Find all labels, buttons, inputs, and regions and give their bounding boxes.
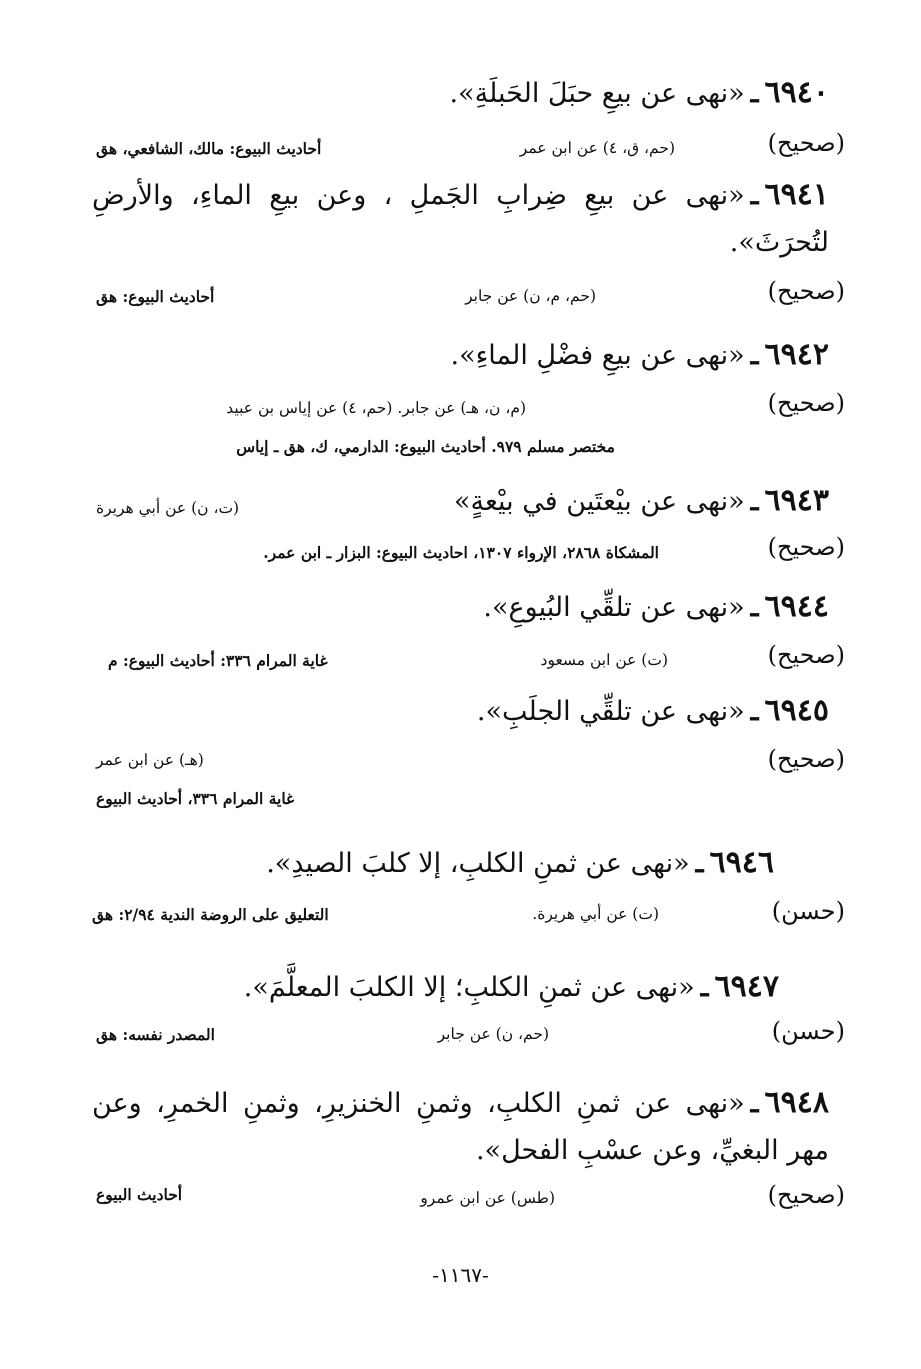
reference-note: مختصر مسلم ٩٧٩. أحاديث البيوع: الدارمي، ك، هق ـ إياس <box>236 437 615 456</box>
source-attribution: (طس) عن ابن عمرو <box>420 1189 555 1207</box>
reference-note: غاية المرام ٣٣٦: أحاديث البيوع: م <box>108 651 328 670</box>
hadith-6947-line-1: ٦٩٤٧ـ«نهى عن ثمنِ الكلبِ؛ إلا الكلبَ المعلَّمَ». <box>243 969 779 1004</box>
hadith-number: ٦٩٤٢ <box>764 337 829 372</box>
reference-note: التعليق على الروضة الندية ٢/٩٤: هق <box>92 905 329 924</box>
grade-label: (صحيح) <box>767 277 845 305</box>
hadith-6944-line-1: ٦٩٤٤ـ«نهى عن تلقِّي البُيوعِ». <box>483 589 829 624</box>
reference-note: المشكاة ٢٨٦٨، الإرواء ١٣٠٧، احاديث البيوع: البزار ـ ابن عمر. <box>263 543 659 562</box>
page-number: -١١٦٧- <box>432 1263 489 1287</box>
hadith-number: ٦٩٤٦ <box>709 845 774 880</box>
source-attribution: (م، ن، هـ) عن جابر. (حم، ٤) عن إياس بن عبيد <box>226 399 526 417</box>
hadith-6945-line-1: ٦٩٤٥ـ«نهى عن تلقِّي الجلَبِ». <box>476 693 829 728</box>
hadith-text: «نهى عن تلقِّي البُيوعِ». <box>483 592 745 623</box>
hadith-6948-line-1: ٦٩٤٨ـ«نهى عن ثمنِ الكلبِ، وثمنِ الخنزيرِ، وثمنِ الخمرِ، وعن <box>92 1085 829 1120</box>
grade-label: (حسن) <box>771 897 845 925</box>
hadith-text-continued: مهر البغيِّ، وعن عسْبِ الفحل». <box>475 1135 829 1166</box>
grade-label: (صحيح) <box>767 533 845 561</box>
hadith-text: «نهى عن ثمنِ الكلبِ، إلا كلبَ الصيدِ». <box>266 848 690 879</box>
hadith-text: «نهى عن بيْعتَين في بيْعةٍ» <box>454 486 745 517</box>
reference-note: المصدر نفسه: هق <box>96 1025 215 1044</box>
reference-note: أحاديث البيوع <box>96 1185 183 1204</box>
hadith-text: «نهى عن تلقِّي الجلَبِ». <box>476 696 745 727</box>
source-attribution: (ت، ن) عن أبي هريرة <box>96 499 240 517</box>
hadith-6940-line-1: ٦٩٤٠ـ«نهى عن بيعِ حبَلَ الحَبلَةِ». <box>449 75 829 110</box>
grade-label: (حسن) <box>771 1017 845 1045</box>
grade-label: (صحيح) <box>767 641 845 669</box>
reference-note: أحاديث البيوع: هق <box>96 287 215 306</box>
hadith-text: «نهى عن بيعِ حبَلَ الحَبلَةِ». <box>449 78 745 109</box>
grade-label: (صحيح) <box>767 745 845 773</box>
hadith-number: ٦٩٤٣ <box>764 483 829 518</box>
hadith-number: ٦٩٤٧ <box>714 969 779 1004</box>
source-attribution: (ت) عن ابن مسعود <box>540 651 668 669</box>
hadith-number: ٦٩٤٤ <box>764 589 829 624</box>
source-attribution: (حم، ن) عن جابر <box>437 1025 549 1043</box>
hadith-6946-line-1: ٦٩٤٦ـ«نهى عن ثمنِ الكلبِ، إلا كلبَ الصيدِ». <box>266 845 774 880</box>
grade-label: (صحيح) <box>767 1181 845 1209</box>
reference-note: أحاديث البيوع: مالك، الشافعي، هق <box>96 139 322 158</box>
hadith-6941-line-1: ٦٩٤١ـ«نهى عن بيعِ ضِرابِ الجَملِ ، وعن بيعِ الماءِ، والأرضِ <box>92 177 829 212</box>
source-attribution: (حم، ق، ٤) عن ابن عمر <box>519 139 675 157</box>
hadith-number: ٦٩٤١ <box>764 177 829 212</box>
hadith-number: ٦٩٤٠ <box>764 75 829 110</box>
hadith-text-continued: لتُحرَثَ». <box>729 227 829 258</box>
source-attribution: (هـ) عن ابن عمر <box>96 751 204 769</box>
source-attribution: (ت) عن أبي هريرة. <box>532 905 659 923</box>
hadith-6942-line-1: ٦٩٤٢ـ«نهى عن بيعِ فضْلِ الماءِ». <box>450 337 829 372</box>
hadith-number: ٦٩٤٥ <box>764 693 829 728</box>
hadith-number: ٦٩٤٨ <box>764 1085 829 1120</box>
hadith-text: «نهى عن بيعِ فضْلِ الماءِ». <box>450 340 745 371</box>
hadith-text: «نهى عن ثمنِ الكلبِ، وثمنِ الخنزيرِ، وثمنِ الخمرِ، وعن <box>92 1088 745 1119</box>
hadith-text: «نهى عن بيعِ ضِرابِ الجَملِ ، وعن بيعِ الماءِ، والأرضِ <box>92 180 745 211</box>
hadith-text: «نهى عن ثمنِ الكلبِ؛ إلا الكلبَ المعلَّمَ». <box>243 972 695 1003</box>
grade-label: (صحيح) <box>767 129 845 157</box>
hadith-6943-line-1: ٦٩٤٣ـ«نهى عن بيْعتَين في بيْعةٍ» <box>454 483 829 518</box>
source-attribution: (حم، م، ن) عن جابر <box>465 287 596 305</box>
grade-label: (صحيح) <box>767 389 845 417</box>
reference-note: غاية المرام ٣٣٦، أحاديث البيوع <box>96 789 295 808</box>
